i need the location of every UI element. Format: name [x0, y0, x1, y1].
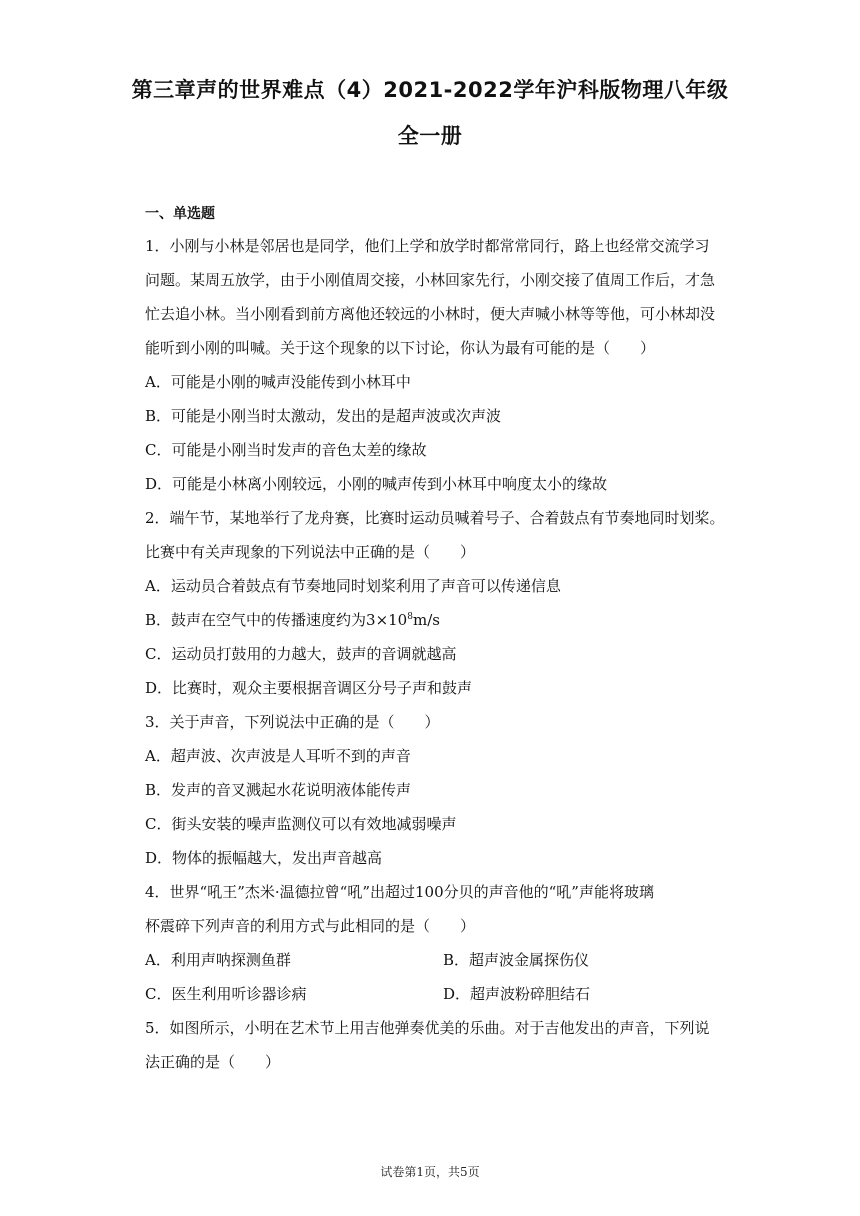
question-4-stem: 杯震碎下列声音的利用方式与此相同的是（ ） [145, 917, 476, 935]
question-2-stem: 2．端午节，某地举行了龙舟赛，比赛时运动员喊着号子、合着鼓点有节奏地同时划桨。 [145, 509, 725, 527]
option-b-text: B．鼓声在空气中的传播速度约为3×10 [145, 611, 408, 629]
page-footer: 试卷第1页，共5页 [380, 1165, 480, 1179]
question-4-stem: 4．世界“吼王”杰米·温德拉曾“吼”出超过100分贝的声音他的“吼”声能将玻璃 [145, 883, 654, 901]
page-title: 第三章声的世界难点（4）2021-2022学年沪科版物理八年级 [131, 78, 729, 102]
question-1-option-b: B．可能是小刚当时太激动，发出的是超声波或次声波 [145, 407, 502, 425]
question-4-option-d: D．超声波粉碎胆结石 [443, 985, 591, 1003]
exponent: 8 [407, 612, 413, 622]
question-2-option-d: D．比赛时，观众主要根据音调区分号子声和鼓声 [145, 679, 473, 697]
question-3-option-c: C．街头安装的噪声监测仪可以有效地减弱噪声 [145, 815, 457, 833]
question-2-stem: 比赛中有关声现象的下列说法中正确的是（ ） [145, 543, 476, 561]
question-3-option-b: B．发声的音叉溅起水花说明液体能传声 [145, 781, 412, 799]
question-1-stem: 1．小刚与小林是邻居也是同学，他们上学和放学时都常常同行，路上也经常交流学习 [145, 237, 710, 255]
question-1-stem: 问题。某周五放学，由于小刚值周交接，小林回家先行，小刚交接了值周工作后，才急 [145, 271, 716, 289]
question-1-option-d: D．可能是小林离小刚较远，小刚的喊声传到小林耳中响度太小的缘故 [145, 475, 608, 493]
question-5-stem: 法正确的是（ ） [145, 1053, 281, 1071]
question-1-option-c: C．可能是小刚当时发声的音色太差的缘故 [145, 441, 427, 459]
question-1-stem: 能听到小刚的叫喊。关于这个现象的以下讨论，你认为最有可能的是（ ） [145, 339, 656, 357]
question-2-option-b [145, 611, 440, 629]
question-2-option-a: A．运动员合着鼓点有节奏地同时划桨利用了声音可以传递信息 [145, 577, 561, 595]
question-4-option-b: B．超声波金属探伤仪 [443, 951, 590, 969]
unit: m/s [412, 611, 440, 629]
question-5-stem: 5．如图所示，小明在艺术节上用吉他弹奏优美的乐曲。对于吉他发出的声音，下列说 [145, 1019, 710, 1037]
question-4-option-c: C．医生利用听诊器诊病 [145, 985, 307, 1003]
page-title-line2: 全一册 [397, 124, 463, 148]
question-3-option-a: A．超声波、次声波是人耳听不到的声音 [145, 747, 411, 765]
question-4-option-a: A．利用声呐探测鱼群 [145, 951, 291, 969]
question-2-option-c: C．运动员打鼓用的力越大，鼓声的音调就越高 [145, 645, 457, 663]
section-heading: 一、单选题 [145, 206, 215, 222]
question-3-stem: 3．关于声音，下列说法中正确的是（ ） [145, 713, 440, 731]
question-1-stem: 忙去追小林。当小刚看到前方离他还较远的小林时，便大声喊小林等等他，可小林却没 [145, 305, 716, 323]
question-3-option-d: D．物体的振幅越大，发出声音越高 [145, 849, 383, 867]
question-1-option-a: A．可能是小刚的喊声没能传到小林耳中 [145, 373, 411, 391]
